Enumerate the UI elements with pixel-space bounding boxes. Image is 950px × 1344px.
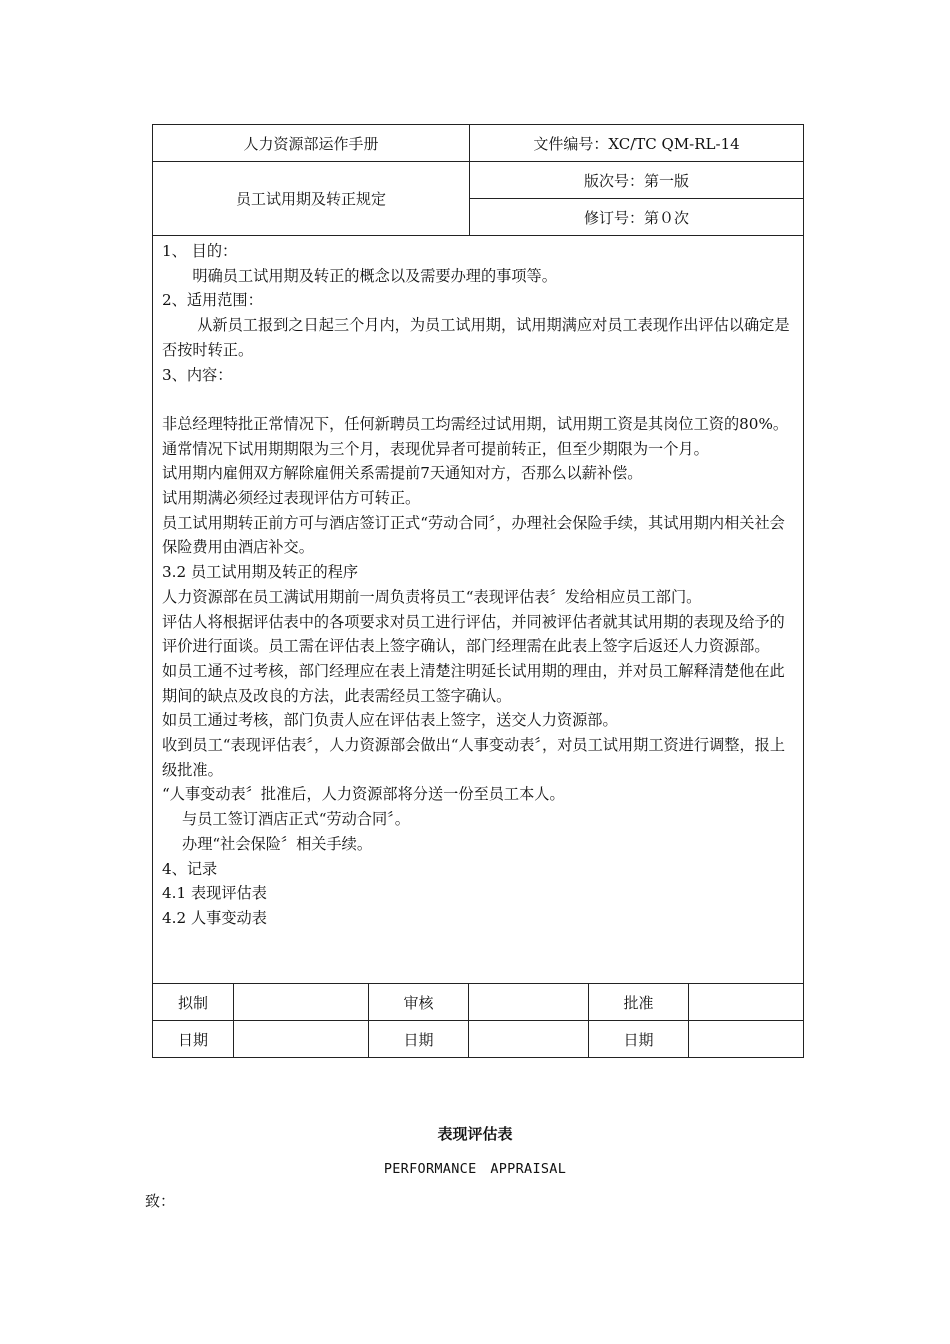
appraisal-subtitle: PERFORMANCE APPRAISAL [383, 1161, 567, 1177]
body-paragraph: 4.2 人事变动表 [162, 908, 267, 927]
appraisal-title: 表现评估表 [437, 1125, 513, 1143]
revision-number: 修订号：第０次 [470, 198, 803, 235]
draft-date-label: 日期 [153, 1021, 234, 1057]
signoff-row-2 [153, 1020, 803, 1057]
body-paragraph: 评估人将根据评估表中的各项要求对员工进行评估，并同被评估者就其试用期的表现及给予的评价进行面谈。员工需在评估表上签字确认，部门经理需在此表上签字后返还人力资源部。 [162, 612, 785, 656]
body-paragraph: 员工试用期转正前方可与酒店签订正式“劳动合同〞，办理社会保险手续，其试用期内相关社会保险费用由酒店补交。 [162, 513, 785, 557]
body-paragraph: 2、适用范围： [162, 291, 263, 310]
approve-signature-field [689, 984, 803, 1020]
body-paragraph: 4.1 表现评估表 [162, 884, 267, 903]
review-date-field [469, 1021, 589, 1057]
body-paragraph: 试用期满必须经过表现评估方可转正。 [162, 489, 421, 508]
signoff-row-1 [153, 984, 803, 1020]
manual-title: 人力资源部运作手册 [153, 125, 470, 161]
body-paragraph: “人事变动表〞批准后，人力资源部将分送一份至员工本人。 [162, 785, 565, 804]
document-title: 员工试用期及转正规定 [153, 162, 470, 235]
edition-number: 版次号：第一版 [583, 171, 689, 190]
body-paragraph: 办理“社会保险〞相关手续。 [162, 834, 373, 853]
body-paragraph: 3、内容： [162, 365, 233, 384]
body-paragraph: 如员工通不过考核，部门经理应在表上清楚注明延长试用期的理由，并对员工解释清楚他在此期间的缺点及改良的方法，此表需经员工签字确认。 [162, 661, 785, 705]
body-paragraph: 非总经理特批正常情况下，任何新聘员工均需经过试用期，试用期工资是其岗位工资的80%。 [162, 414, 789, 433]
body-paragraph: 从新员工报到之日起三个月内，为员工试用期，试用期满应对员工表现作出评估以确定是否按时转正。 [162, 316, 790, 359]
body-paragraph: 收到员工“表现评估表〞，人力资源部会做出“人事变动表〞，对员工试用期工资进行调整，报上级批准。 [162, 736, 786, 779]
body-paragraph: 与员工签订酒店正式“劳动合同〞。 [162, 810, 410, 829]
body-paragraph: 试用期内雇佣双方解除雇佣关系需提前7天通知对方，否那么以薪补偿。 [162, 464, 643, 483]
review-signature-field [469, 984, 589, 1020]
addressee-label: 致： [145, 1192, 176, 1210]
header-row-1 [153, 125, 803, 162]
body-paragraph: 1、 目的： [162, 242, 238, 260]
review-label: 审核 [369, 984, 469, 1020]
approve-label: 批准 [589, 984, 689, 1020]
review-date-label: 日期 [369, 1021, 469, 1057]
approve-date-label: 日期 [589, 1021, 689, 1057]
draft-signature-field [234, 984, 369, 1020]
body-paragraph: 通常情况下试用期期限为三个月，表现优异者可提前转正，但至少期限为一个月。 [162, 439, 709, 458]
header-row-2 [153, 162, 803, 236]
body-paragraph: 明确员工试用期及转正的概念以及需要办理的事项等。 [162, 266, 557, 285]
draft-label: 拟制 [153, 984, 234, 1020]
body-paragraph: 4、记录 [162, 859, 218, 878]
body-paragraph [162, 387, 795, 412]
body-paragraph: 人力资源部在员工满试用期前一周负责将员工“表现评估表〞发给相应员工部门。 [162, 587, 702, 606]
document-body [153, 236, 803, 984]
file-number: 文件编号：XC/TC QM-RL-14 [533, 134, 740, 153]
body-paragraph: 如员工通过考核，部门负责人应在评估表上签字，送交人力资源部。 [162, 711, 618, 730]
body-paragraph: 3.2 员工试用期及转正的程序 [162, 563, 359, 582]
draft-date-field [234, 1021, 369, 1057]
approve-date-field [689, 1021, 803, 1057]
procedure-document [152, 124, 804, 1058]
version-block [470, 162, 803, 235]
